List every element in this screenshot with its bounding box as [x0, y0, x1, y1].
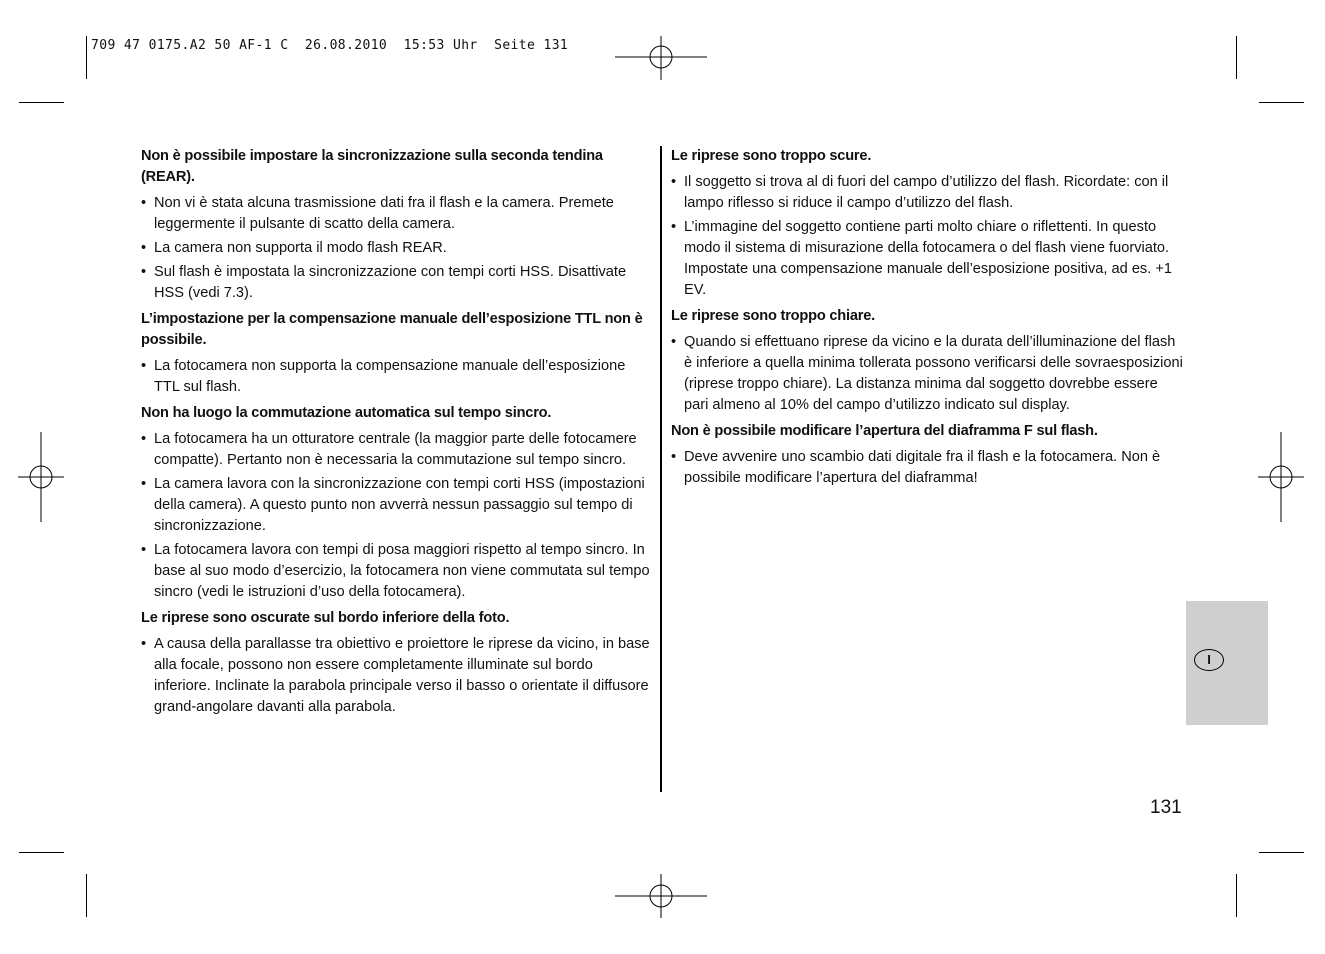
section-heading: L’impostazione per la compensazione manuale dell’esposizione TTL non è possibile. [141, 311, 643, 348]
crop-mark [1259, 852, 1304, 853]
registration-mark-left [18, 432, 64, 522]
crop-mark [19, 102, 64, 103]
bullet-list [141, 193, 653, 304]
list-item: • Sul flash è impostata la sincronizzazione con tempi corti HSS. Disattivate HSS (vedi 7.3). [141, 262, 653, 304]
left-column [141, 146, 653, 723]
bullet-list [141, 356, 653, 398]
crop-mark [1236, 36, 1237, 79]
list-item: • Deve avvenire uno scambio dati digitale fra il flash e la fotocamera. Non è possibile modificare l’apertura del diaframma! [671, 447, 1186, 489]
section [671, 306, 1186, 416]
section-heading: Non è possibile impostare la sincronizzazione sulla seconda tendina (REAR). [141, 148, 603, 185]
language-badge: I [1194, 649, 1224, 671]
section [141, 608, 653, 718]
section [671, 421, 1186, 489]
list-item: • La fotocamera non supporta la compensazione manuale dell’esposizione TTL sul flash. [141, 356, 653, 398]
page-number: 131 [1150, 797, 1182, 818]
crop-mark [86, 874, 87, 917]
crop-mark [19, 852, 64, 853]
section-heading: Le riprese sono oscurate sul bordo inferiore della foto. [141, 610, 510, 626]
list-item: • La camera non supporta il modo flash REAR. [141, 238, 653, 259]
list-item: • Non vi è stata alcuna trasmissione dati fra il flash e la camera. Premete leggermente il pulsante di scatto della camera. [141, 193, 653, 235]
list-item: • La fotocamera ha un otturatore centrale (la maggior parte delle fotocamere compatte). Pertanto non è necessaria la commutazione sul tempo sincro. [141, 429, 653, 471]
crop-mark [1259, 102, 1304, 103]
registration-mark-right [1258, 432, 1304, 522]
bullet-list [671, 332, 1186, 416]
bullet-list [141, 429, 653, 603]
right-column [671, 146, 1186, 494]
list-item: • La camera lavora con la sincronizzazione con tempi corti HSS (impostazioni della camera). A questo punto non avverrà nessun passaggio sul tempo di sincronizzazione. [141, 474, 653, 537]
bullet-list [671, 447, 1186, 489]
section-heading: Non è possibile modificare l’apertura del diaframma F sul flash. [671, 423, 1098, 439]
list-item: • A causa della parallasse tra obiettivo e proiettore le riprese da vicino, in base alla focale, possono non essere completamente illuminate sul bordo inferiore. Inclinate la parabola principale verso il basso o orientate il diffusore grand-angolare davanti alla parabola. [141, 634, 653, 718]
section [141, 146, 653, 304]
column-divider [660, 146, 662, 792]
crop-mark [86, 36, 87, 79]
section-heading: Le riprese sono troppo scure. [671, 148, 872, 164]
registration-mark-top [615, 36, 707, 80]
print-header: 709 47 0175.A2 50 AF-1 C 26.08.2010 15:53 Uhr Seite 131 [91, 38, 569, 53]
crop-mark [1236, 874, 1237, 917]
list-item: • L’immagine del soggetto contiene parti molto chiare o riflettenti. In questo modo il sistema di misurazione della fotocamera o del flash viene fuorviato. Impostate una compensazione manuale dell’esposizione positiva, ad es. +1 EV. [671, 217, 1186, 301]
registration-mark-bottom [615, 874, 707, 918]
bullet-list [141, 634, 653, 718]
section-heading: Le riprese sono troppo chiare. [671, 308, 876, 324]
list-item: • Quando si effettuano riprese da vicino e la durata dell’illuminazione del flash è inferiore a quella minima tollerata possono verificarsi delle sovraesposizioni (riprese troppo chiare). La distanza minima dal soggetto dovrebbe essere pari almeno al 10% del campo d’utilizzo indicato sul display. [671, 332, 1186, 416]
bullet-list [671, 172, 1186, 301]
language-tab [1186, 601, 1268, 725]
section-heading: Non ha luogo la commutazione automatica sul tempo sincro. [141, 405, 552, 421]
section [671, 146, 1186, 301]
list-item: • La fotocamera lavora con tempi di posa maggiori rispetto al tempo sincro. In base al suo modo d’esercizio, la fotocamera non viene commutata sul tempo sincro (vedi le istruzioni d’uso della fotocamera). [141, 540, 653, 603]
list-item: • Il soggetto si trova al di fuori del campo d’utilizzo del flash. Ricordate: con il lampo riflesso si riduce il campo d’utilizzo del flash. [671, 172, 1186, 214]
section [141, 309, 653, 398]
section [141, 403, 653, 603]
